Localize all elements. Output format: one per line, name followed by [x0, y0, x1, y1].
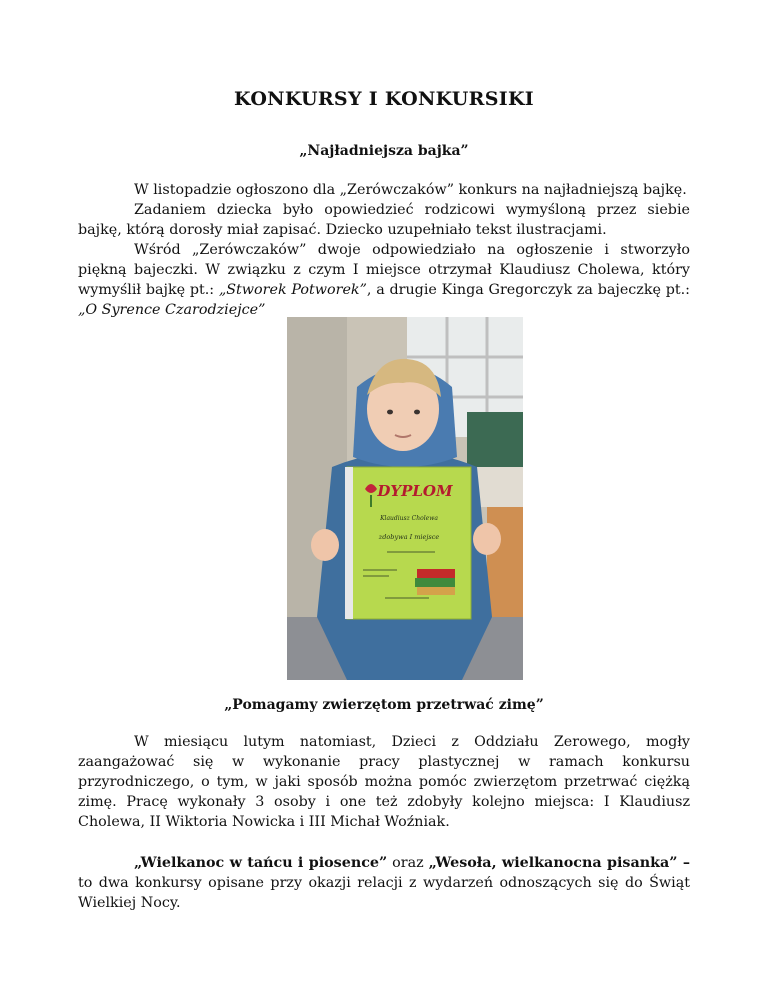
section-body-zima: [78, 732, 690, 832]
contest-title-taniec: „Wielkanoc w tańcu i piosence”: [134, 855, 388, 871]
paragraph: W miesiącu lutym natomiast, Dzieci z Oddziału Zerowego, mogły zaangażować się w wykonanie pracy plastycznej w ramach konkursu przyrodniczego, o tym, w jaki sposób można pomóc zwierzętom przetrwać ciężką zimę. Pracę wykonały 3 osoby i one też zdobyły kolejno miejsca: I Klaudiusz Cholewa, II Wiktoria Nowicka i III Michał Woźniak.: [78, 734, 690, 830]
page-title: KONKURSY I KONKURSIKI: [234, 88, 534, 110]
text-run: Wśród „Zerówczaków” dwoje odpowiedziało na ogłoszenie i stworzyło piękną bajeczki. W związku z czym I miejsce otrzymał Klaudiusz Cholewa, który wymyślił bajkę pt.:: [78, 242, 690, 298]
paragraph: [78, 853, 690, 913]
section-heading-bajka: „Najładniejsza bajka”: [299, 143, 469, 159]
diploma-title: DYPLOM: [377, 482, 453, 500]
text-run: to dwa konkursy opisane przy okazji relacji z wydarzeń odnoszących się do Świąt Wielkiej Nocy.: [78, 875, 690, 911]
section-heading-zima: „Pomagamy zwierzętom przetrwać zimę”: [224, 697, 544, 713]
section-body-bajka: [78, 180, 690, 320]
text-run: oraz: [387, 855, 429, 871]
section-body-wielkanoc: [78, 853, 690, 913]
story-title-syrenka: „O Syrence Czarodziejce”: [78, 302, 266, 318]
contest-title-pisanka: „Wesoła, wielkanocna pisanka” –: [428, 855, 690, 871]
diploma-name: Klaudiusz Cholewa: [380, 515, 438, 522]
paragraph: W listopadzie ogłoszono dla „Zerówczaków” konkurs na najładniejszą bajkę.: [134, 182, 687, 198]
diploma-place: zdobywa I miejsce: [378, 533, 440, 541]
text-run: , a drugie Kinga Gregorczyk za bajeczkę pt.:: [366, 282, 690, 298]
paragraph: [78, 240, 690, 320]
paragraph: Zadaniem dziecka było opowiedzieć rodzicowi wymyśloną przez siebie bajkę, którą dorosły miał zapisać. Dziecko uzupełniało tekst ilustracjami.: [78, 202, 690, 238]
story-title-stworek: „Stworek Potworek”: [218, 282, 367, 298]
photo-child-with-diploma: [287, 317, 523, 680]
